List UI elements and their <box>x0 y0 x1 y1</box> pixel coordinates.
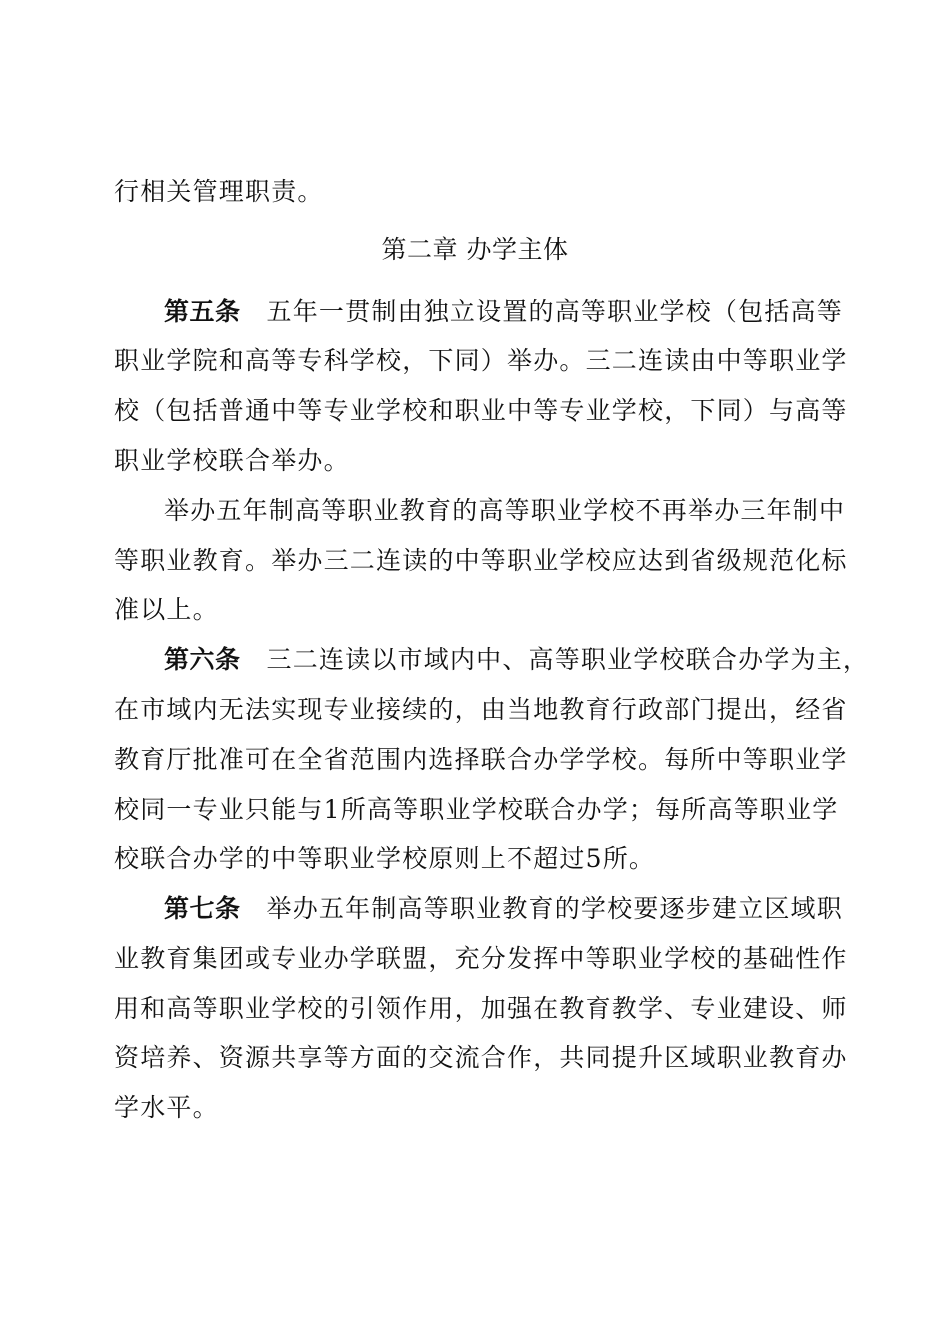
body-text-line: 资培养、资源共享等方面的交流合作，共同提升区域职业教育办 <box>114 1043 848 1072</box>
body-text-line: 业教育集团或专业办学联盟，充分发挥中等职业学校的基础性作 <box>114 944 848 973</box>
body-text-line: 教育厅批准可在全省范围内选择联合办学学校。每所中等职业学 <box>114 745 848 774</box>
article-7-label: 第七条 <box>164 894 241 923</box>
article-6-text: 三二连读以市域内中、高等职业学校联合办学为主， <box>266 645 870 674</box>
body-text-line: 准以上。 <box>114 595 219 624</box>
article-6-first-line <box>164 644 870 676</box>
body-text-line: 用和高等职业学校的引领作用，加强在教育教学、专业建设、师 <box>114 994 848 1023</box>
article-7-first-line <box>164 893 843 925</box>
body-text-line: 职业学院和高等专科学校，下同）举办。三二连读由中等职业学 <box>114 346 848 375</box>
body-text-line: 等职业教育。举办三二连读的中等职业学校应达到省级规范化标 <box>114 546 848 575</box>
body-text-line: 校联合办学的中等职业学校原则上不超过5所。 <box>114 844 656 873</box>
body-text-line: 学水平。 <box>114 1093 219 1122</box>
body-text-line: 在市域内无法实现专业接续的，由当地教育行政部门提出，经省 <box>114 695 848 724</box>
body-text-line: 校同一专业只能与1所高等职业学校联合办学；每所高等职业学 <box>114 795 839 824</box>
body-text-line: 职业学校联合举办。 <box>114 446 350 475</box>
article-5-first-line <box>164 296 843 328</box>
article-7-text: 举办五年制高等职业教育的学校要逐步建立区域职 <box>266 894 843 923</box>
chapter-heading: 第二章 办学主体 <box>381 235 569 264</box>
body-text-line: 行相关管理职责。 <box>114 177 324 206</box>
body-text-line: 举办五年制高等职业教育的高等职业学校不再举办三年制中 <box>164 496 846 525</box>
article-6-label: 第六条 <box>164 645 241 674</box>
article-5-label: 第五条 <box>164 297 241 326</box>
body-text-line: 校（包括普通中等专业学校和职业中等专业学校，下同）与高等 <box>114 396 848 425</box>
article-5-text: 五年一贯制由独立设置的高等职业学校（包括高等 <box>266 297 843 326</box>
